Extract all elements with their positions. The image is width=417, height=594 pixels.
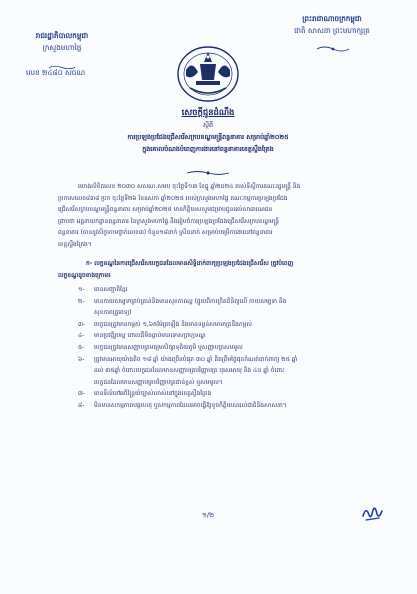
item-text: មានប្រវត្តិរូបល្អ ពោលគឺមិនធ្លាប់មានទោសព្រហ្មទណ្ឌ [94, 333, 206, 340]
item-continuation: បេក្ខជនដែលមានសញ្ញាបត្របរិញ្ញាបត្រជាន់ខ្ពស់ ឬសមមូល។ [94, 379, 223, 386]
intro-line: ប្រកាសលេខ៨៣៨ ប្រក ចុះថ្ងៃទី២៦ ខែឧសភា ឆ្នាំ២០២៥ របស់ក្រសួងមហាផ្ទៃ គណៈកម្មការប្រឡងប្រជែង [58, 195, 288, 202]
requirements-list [78, 285, 378, 413]
intro-line: ពន្ធនាគារ (បាននូវសិក្ខាកាមថ្នាក់លេខ៣) ចំនួន១៨នាក់ ស្រី០នាក់ សម្រាប់បម្រើការងារនៅពន្ធនាគារ [58, 230, 273, 237]
ministry-emblem-icon [172, 42, 244, 104]
item-continuation: សុខភាពគ្រូពេទ្យ) [94, 310, 132, 317]
notice-about: ស្តីពី [203, 122, 213, 129]
document-number: លេខ ២៤៨០ សជណ [26, 68, 86, 77]
item-number: ៦- [78, 356, 85, 363]
item-text: មានទីលំនៅអចិន្ត្រៃយ៍ច្បាស់លាស់នៅក្នុងខេត្តស្ទឹងត្រែង [94, 391, 212, 398]
item-number: ៨- [78, 402, 85, 409]
item-text: ត្រូវមានអាយុយ៉ាងតិច ១៨ ឆ្នាំ យ៉ាងច្រើនបំផុត ៣០ ឆ្នាំ គិតត្រឹមថ្ងៃផុតកំណត់ដាក់ពាក្យ ២៥ ឆ្នាំ [94, 356, 298, 363]
list-item [78, 285, 378, 297]
notice-subject-line2: ក្នុងគោលបំណងបំពេញការងារនៅពន្ធនាគារខេត្តស្ទឹងត្រែង [142, 146, 274, 153]
item-number: ២- [78, 298, 85, 305]
item-text: មានសញ្ជាតិខ្មែរ [94, 287, 128, 293]
section-a-line: ក- លក្ខខណ្ឌនៃការជ្រើសរើសបេក្ខជនដែលមានសិទ្ធិដាក់ពាក្យប្រឡងប្រជែងជ្រើសរើស ត្រូវបំពេញ [86, 261, 294, 267]
nation-motto: ជាតិ សាសនា ព្រះមហាក្សត្រ [294, 26, 370, 35]
item-text: មានកាយសម្បទាគ្រប់គ្រាន់និងមានសុខភាពល្អ (ផ្ទុយពីការក្រិតពិនិត្យលើ កាយសម្បទា និង [94, 298, 287, 305]
ministry-ornament [48, 55, 76, 60]
list-item [78, 320, 378, 332]
item-number: ៧- [78, 391, 85, 398]
item-text: បេក្ខជនត្រូវមានសញ្ញាបត្រមធ្យមសិក្សាទុតិយភូមិ ឬសញ្ញាបត្រសមមូល [94, 344, 243, 351]
motto-ornament [316, 38, 350, 46]
intro-line: ជ្រើសរើសក្របខណ្ឌមន្ត្រីពន្ធនាគារ សម្រាប់ឆ្នាំ២០២៥ មានកិត្តិយសសូមជម្រាបជូនដល់សាធារណជន [58, 207, 273, 214]
list-item [78, 401, 378, 413]
section-a-heading [58, 259, 378, 282]
item-number: ៤- [78, 333, 85, 340]
item-number: ៥- [78, 344, 85, 351]
item-number: ៣- [78, 321, 86, 328]
signature-initial-icon [360, 502, 384, 524]
intro-paragraph [58, 182, 378, 252]
item-continuation: ដល់ ៣៥ឆ្នាំ ចំពោះបេក្ខជនដែលមានសញ្ញាបត្របរិញ្ញាបត្រ បុរសអាយុ និង ៤០ ឆ្នាំ ចំពោះ [94, 368, 285, 375]
government-title: រាជរដ្ឋាភិបាលកម្ពុជា [35, 31, 89, 40]
ministry-name: ក្រសួងមហាផ្ទៃ [42, 43, 82, 52]
intro-line: ជ្រាបថា អគ្គនាយកដ្ឋានពន្ធនាគារ នៃក្រសួងមហាផ្ទៃ នឹងរៀបចំការប្រឡងប្រជែងជ្រើសរើសក្របខណ្ឌមន្ត្រី [58, 218, 279, 225]
notice-title: សេចក្តីជូនដំណឹង [181, 107, 235, 117]
intro-line: យោងលិខិតលេខ ២០៣០ សសណ.សមប ចុះថ្ងៃទី១៣ ខែធ្នូ ឆ្នាំ២០២៤ របស់ទីស្តីការគណៈរដ្ឋមន្ត្រី និង [78, 184, 301, 190]
item-number: ១- [78, 287, 85, 293]
item-text: មិនមានសកម្មភាពបង្កហេតុ ឬសកម្មភាពដែលអាចធ្វើឱ្យខូចកិត្តិយសដល់ជាតិនិងសាសនា។ [94, 402, 287, 409]
item-text: បេក្ខជនត្រូវមានកម្ពស់ ១,៦៥ម៉ែត្រឡើង និងមានទម្ងន់សមាមាត្រនឹងកម្ពស់ [94, 321, 253, 328]
list-item [78, 343, 378, 355]
list-item [78, 331, 378, 343]
list-item [78, 297, 378, 309]
section-a-line: លក្ខខណ្ឌដូចខាងក្រោម៖ [58, 272, 111, 279]
title-ornament [186, 161, 230, 167]
page-number: ១/២ [201, 511, 215, 519]
list-item [78, 355, 378, 367]
list-item [78, 389, 378, 401]
notice-subject-line1: ការប្រឡងប្រជែងជ្រើសរើសក្របខណ្ឌមន្ត្រីពន្ធនាគារ សម្រាប់ឆ្នាំ២០២៥ [127, 134, 289, 141]
intro-line: ខេត្តស្ទឹងត្រែង។ [58, 241, 92, 248]
kingdom-title: ព្រះរាជាណាចក្រកម្ពុជា [302, 14, 362, 23]
